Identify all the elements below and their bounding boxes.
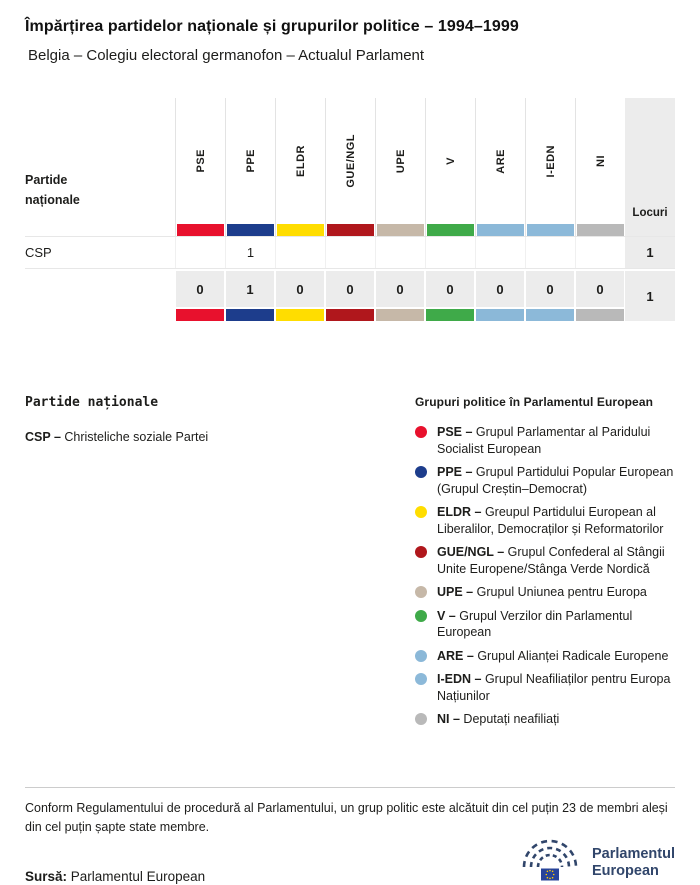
- group-full-name: Deputați neafiliați: [463, 712, 560, 726]
- legend-groups: [415, 395, 675, 735]
- seat-cell: [275, 237, 325, 268]
- group-full-name: Greupul Partidului European al Liberalilor, Democraților și Reformatorilor: [437, 505, 664, 536]
- totals-row: [25, 271, 675, 321]
- table-left-header: [25, 98, 175, 236]
- ep-logo: [518, 837, 675, 885]
- group-color-bar: [427, 224, 474, 236]
- source-line: [25, 869, 205, 885]
- total-value: 0: [276, 271, 324, 307]
- group-color-dot: [415, 586, 427, 598]
- group-code: PSE –: [437, 425, 473, 439]
- seat-cell: [525, 237, 575, 268]
- total-cell: [525, 271, 575, 321]
- seats-table: [25, 98, 675, 321]
- group-full-name: Grupul Uniunea pentru Europa: [476, 585, 647, 599]
- group-column-header-guengl: [325, 98, 375, 236]
- group-color-bar: [276, 309, 324, 321]
- group-color-bar: [577, 224, 624, 236]
- group-legend-item: [415, 544, 675, 577]
- group-column-header-v: [425, 98, 475, 236]
- group-color-bar: [527, 224, 574, 236]
- total-value: 0: [476, 271, 524, 307]
- seat-cell: [425, 237, 475, 268]
- total-cell: [325, 271, 375, 321]
- seat-cell: 1: [225, 237, 275, 268]
- party-legend-item: [25, 430, 415, 444]
- seat-cell: [375, 237, 425, 268]
- total-cell: [275, 271, 325, 321]
- group-color-bar: [226, 309, 274, 321]
- group-code: ARE –: [437, 648, 474, 663]
- group-color-bar: [576, 309, 624, 321]
- legend-groups-title: Grupuri politice în Parlamentul European: [415, 395, 654, 409]
- group-color-dot: [415, 426, 427, 438]
- group-color-dot: [415, 506, 427, 518]
- group-full-name: Grupul Verzilor din Parlamentul European: [437, 608, 633, 639]
- group-column-label: UPE: [394, 148, 407, 174]
- group-column-header-ni: [575, 98, 625, 236]
- group-color-dot: [415, 713, 427, 725]
- group-column-label: ARE: [494, 148, 507, 174]
- group-column-header-are: [475, 98, 525, 236]
- group-legend-item: [415, 504, 675, 537]
- ep-hemicycle-icon: [518, 837, 582, 885]
- group-code: UPE –: [437, 585, 474, 599]
- group-full-name: Grupul Parlamentar al Paridului Socialist European: [437, 425, 651, 456]
- total-cell: [175, 271, 225, 321]
- source-label: Sursă:: [25, 869, 68, 885]
- seat-cell: [325, 237, 375, 268]
- total-value: 0: [426, 271, 474, 307]
- group-color-bar: [177, 224, 224, 236]
- group-full-name: Grupul Neafiliaților pentru Europa Națiunilor: [437, 672, 671, 703]
- group-legend-item: [415, 711, 675, 728]
- group-column-header-eldr: [275, 98, 325, 236]
- group-legend-item: [415, 584, 675, 601]
- total-cell: [375, 271, 425, 321]
- page-subtitle: Belgia – Colegiu electoral germanofon – Actualul Parlament: [28, 47, 425, 64]
- legend-section: [25, 395, 675, 735]
- total-value: 0: [526, 271, 574, 307]
- group-column-label: PSE: [194, 149, 207, 173]
- group-full-name: Grupul Partidului Popular European (Grupul Creștin–Democrat): [437, 465, 674, 496]
- total-cell: [575, 271, 625, 321]
- group-code: V –: [437, 608, 456, 623]
- footer-note: Conform Regulamentului de procedură al Parlamentului, un grup politic este alcătuit din cel puțin 23 de membri aleși din cel puțin șapte state membre.: [25, 787, 675, 838]
- group-code: I-EDN –: [437, 672, 482, 686]
- party-code: CSP –: [25, 430, 61, 444]
- row-seats-total: 1: [625, 237, 675, 268]
- seats-grand-total: 1: [625, 271, 675, 321]
- group-color-bar: [526, 309, 574, 321]
- group-color-bar: [376, 309, 424, 321]
- left-header-line: Partide: [25, 173, 68, 188]
- group-color-bar: [176, 309, 224, 321]
- total-cell: [475, 271, 525, 321]
- group-column-header-upe: [375, 98, 425, 236]
- total-value: 0: [576, 271, 624, 307]
- group-color-dot: [415, 610, 427, 622]
- page-title: Împărțirea partidelor naționale și grupurilor politice – 1994–1999: [25, 18, 519, 35]
- group-color-bar: [426, 309, 474, 321]
- group-color-dot: [415, 650, 427, 662]
- group-legend-item: [415, 424, 675, 457]
- group-legend-item: [415, 648, 675, 665]
- group-column-label: NI: [594, 155, 607, 167]
- total-value: 0: [376, 271, 424, 307]
- group-color-bar: [227, 224, 274, 236]
- group-color-bar: [377, 224, 424, 236]
- group-color-bar: [326, 309, 374, 321]
- group-code: GUE/NGL –: [437, 545, 505, 559]
- total-value: 0: [176, 271, 224, 307]
- total-value: 1: [226, 271, 274, 307]
- group-color-bar: [327, 224, 374, 236]
- party-full-name: Christeliche soziale Partei: [64, 430, 209, 444]
- bottom-bar: [25, 837, 675, 885]
- group-code: NI –: [437, 712, 460, 726]
- group-color-bar: [277, 224, 324, 236]
- group-column-label: GUE/NGL: [344, 134, 357, 188]
- party-name: CSP: [25, 245, 52, 260]
- legend-parties-title: Partide naționale: [25, 395, 159, 410]
- left-header-line: naționale: [25, 192, 80, 207]
- seats-column-header: Locuri: [625, 98, 675, 236]
- group-legend-item: [415, 464, 675, 497]
- group-color-dot: [415, 466, 427, 478]
- group-column-label: V: [444, 157, 457, 165]
- group-color-dot: [415, 673, 427, 685]
- group-code: PPE –: [437, 465, 473, 479]
- group-code: ELDR –: [437, 505, 482, 519]
- group-color-bar: [477, 224, 524, 236]
- group-column-label: ELDR: [294, 145, 307, 177]
- total-cell: [225, 271, 275, 321]
- seat-cell: [175, 237, 225, 268]
- group-legend-item: [415, 608, 675, 641]
- group-column-header-iedn: [525, 98, 575, 236]
- group-color-dot: [415, 546, 427, 558]
- group-column-label: I-EDN: [544, 144, 557, 178]
- group-column-header-pse: [175, 98, 225, 236]
- source-value: Parlamentul European: [70, 869, 206, 885]
- legend-parties: [25, 395, 415, 735]
- ep-logo-wordmark: Parlamentul European: [592, 846, 675, 879]
- party-row-csp: [25, 236, 675, 269]
- table-header-row: [25, 98, 675, 236]
- group-column-label: PPE: [244, 149, 257, 173]
- totals-left-spacer: [25, 271, 175, 321]
- total-value: 0: [326, 271, 374, 307]
- group-legend-item: [415, 671, 675, 704]
- group-column-header-ppe: [225, 98, 275, 236]
- seat-cell: [475, 237, 525, 268]
- group-color-bar: [476, 309, 524, 321]
- seat-cell: [575, 237, 625, 268]
- group-full-name: Grupul Confederal al Stângii Unite Europene/Stânga Verde Nordică: [437, 545, 665, 576]
- total-cell: [425, 271, 475, 321]
- group-full-name: Grupul Alianței Radicale Europene: [477, 648, 669, 663]
